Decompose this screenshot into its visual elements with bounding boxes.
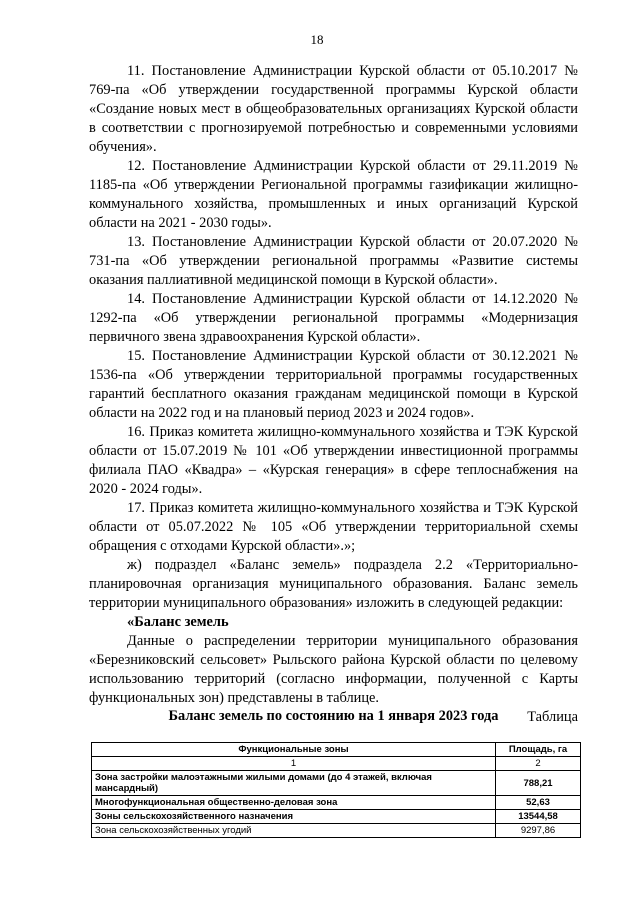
paragraph-item-15: 15. Постановление Администрации Курской области от 30.12.2021 № 1536-па «Об утверждении территориальной программы государственных гарантий бесплатного оказания гражданам медицинской помощи в Курской области на 2022 год и на плановый период 2023 и 2024 годов».	[89, 348, 578, 421]
paragraph-item-12: 12. Постановление Администрации Курской области от 29.11.2019 № 1185-па «Об утверждении Региональной программы газификации жилищно-коммунального хозяйства, промышленных и иных организаций Курской области на 2021 - 2030 годы».	[89, 158, 578, 231]
column-number-2: 2	[496, 757, 581, 771]
intro-paragraph: Данные о распределении территории муниципального образования «Березниковский сельсовет» Рыльского района Курской области по целевому использованию территорий (согласно информации, полученной с Карты функциональных зон) представлены в таблице.	[89, 633, 578, 706]
section-heading: «Баланс земель	[127, 614, 229, 630]
zone-name-cell: Зоны сельскохозяйственного назначения	[92, 810, 496, 824]
paragraph-item-17: 17. Приказ комитета жилищно-коммунального хозяйства и ТЭК Курской области от 05.07.2022 № 105 «Об утверждении территориальной схемы обращения с отходами Курской области».»;	[89, 500, 578, 554]
table-row	[92, 796, 581, 810]
column-number-1: 1	[92, 757, 496, 771]
zone-area-cell: 9297,86	[496, 824, 581, 838]
zone-area-cell: 52,63	[496, 796, 581, 810]
paragraph-subsection-zh: ж) подраздел «Баланс земель» подраздела 2.2 «Территориально-планировочная организация муниципального образования. Баланс земель территории муниципального образования» изложить в следующей редакции:	[89, 557, 578, 611]
table-row	[92, 810, 581, 824]
paragraph-item-16: 16. Приказ комитета жилищно-коммунального хозяйства и ТЭК Курской области от 15.07.2019 № 101 «Об утверждении инвестиционной программы филиала ПАО «Квадра» – «Курская генерация» в сфере теплоснабжения на 2020 - 2024 годы».	[89, 424, 578, 497]
table-header-row	[92, 743, 581, 757]
table-row	[92, 824, 581, 838]
table-numbering-row	[92, 757, 581, 771]
zone-area-cell: 788,21	[496, 771, 581, 796]
document-body	[89, 62, 578, 727]
page-number: 18	[310, 32, 324, 47]
zone-area-cell: 13544,58	[496, 810, 581, 824]
paragraph-item-14: 14. Постановление Администрации Курской области от 14.12.2020 № 1292-па «Об утверждении региональной программы «Модернизация первичного звена здравоохранения Курской области».	[89, 291, 578, 345]
column-header-area: Площадь, га	[496, 743, 581, 757]
table-label: Таблица	[527, 709, 578, 725]
table-row	[92, 771, 581, 796]
land-balance-table	[91, 742, 581, 838]
zone-name-cell: Многофункциональная общественно-деловая зона	[92, 796, 496, 810]
zone-name-cell: Зона застройки малоэтажными жилыми домами (до 4 этажей, включая мансардный)	[92, 771, 496, 796]
column-header-zones: Функциональные зоны	[92, 743, 496, 757]
table-title: Баланс земель по состоянию на 1 января 2023 года	[168, 708, 499, 724]
paragraph-item-11: 11. Постановление Администрации Курской области от 05.10.2017 № 769-па «Об утверждении государственной программы Курской области «Создание новых мест в общеобразовательных организациях Курской области в соответствии с прогнозируемой потребностью и современными условиями обучения».	[89, 63, 578, 155]
zone-name-cell: Зона сельскохозяйственных угодий	[92, 824, 496, 838]
paragraph-item-13: 13. Постановление Администрации Курской области от 20.07.2020 № 731-па «Об утверждении региональной программы «Развитие системы оказания паллиативной медицинской помощи в Курской области».	[89, 234, 578, 288]
